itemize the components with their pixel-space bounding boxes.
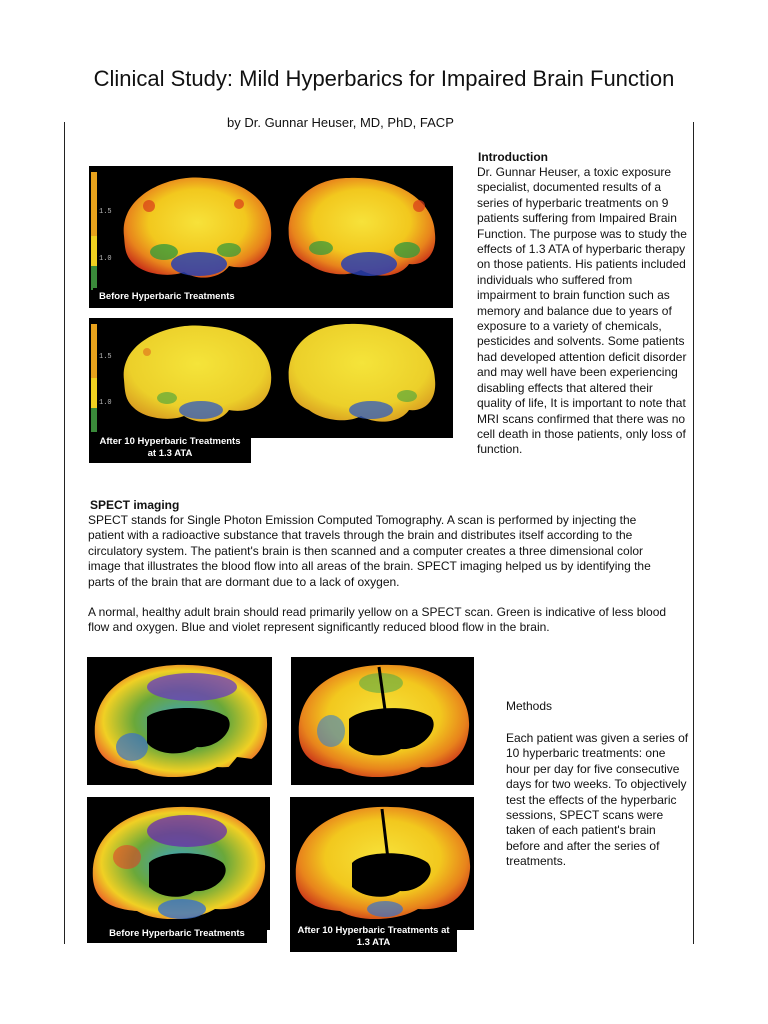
methods-text: Each patient was given a series of 10 hyperbaric treatments: one hour per day for five consecutive days for two weeks. To objectively test the effects of the hyperbaric sessions, SPECT scans were taken of each patient's brain before and after the series of treatments.: [506, 731, 689, 869]
spect-paragraph-1: SPECT stands for Single Photon Emission Computed Tomography. A scan is performed by injecting the patient with a radioactive substance that travels through the brain and distributes itself according to the circulatory system. The patient's brain is then scanned and a computer creates a three dimensional color image that illustrates the blood flow into all areas of the brain. SPECT imaging helped us by identifying the parts of the brain that are dormant due to a lack of oxygen.: [88, 513, 651, 589]
spect-sagittal-before-1: [87, 657, 272, 785]
right-rule: [693, 122, 694, 944]
spect-sagittal-after-1: [291, 657, 474, 785]
introduction-text: Dr. Gunnar Heuser, a toxic exposure specialist, documented results of a series of hyperbaric treatments on 9 patients suffering from Impaired Brain Function. The purpose was to study the effects of 1.3 ATA of hyperbaric therapy on those patients. His patients included individuals who suffered from impairment to brain function such as memory and balance due to years of exposure to a variety of chemicals, pesticides and solvents. Some patients had developed attention deficit disorder and may well have been experiencing disabling effects that altered their quality of life, It is important to note that MRI scans confirmed that there was no cell death in those patients, only loss of function.: [477, 165, 687, 457]
spect-paragraph-2: A normal, healthy adult brain should read primarily yellow on a SPECT scan. Green is indicative of less blood flow and oxygen. Blue and violet represent significantly reduced blood flow in the brain.: [88, 605, 667, 635]
caption-top-before: Before Hyperbaric Treatments: [93, 288, 241, 306]
scale-low-label: 1.0: [99, 255, 112, 263]
spect-figure-top-after: [89, 318, 453, 438]
spect-sagittal-after-2: [290, 797, 474, 930]
left-rule: [64, 122, 65, 944]
caption-bottom-before: Before Hyperbaric Treatments: [87, 925, 267, 943]
introduction-heading: Introduction: [478, 150, 548, 164]
scale-high-label: 1.5: [99, 353, 112, 361]
spect-heading: SPECT imaging: [90, 498, 180, 512]
scale-high-label: 1.5: [99, 208, 112, 216]
spect-sagittal-before-2: [87, 797, 270, 930]
author-byline: by Dr. Gunnar Heuser, MD, PhD, FACP: [227, 115, 454, 130]
caption-bottom-after: After 10 Hyperbaric Treatments at 1.3 ATA: [290, 922, 457, 952]
page-title: Clinical Study: Mild Hyperbarics for Impaired Brain Function: [93, 66, 675, 91]
brain-left-hemisphere: [124, 325, 272, 421]
methods-heading: Methods: [506, 699, 553, 713]
spect-figure-top-before: [89, 166, 453, 308]
caption-top-after: After 10 Hyperbaric Treatments at 1.3 ATA: [89, 433, 251, 463]
scale-low-label: 1.0: [99, 399, 112, 407]
